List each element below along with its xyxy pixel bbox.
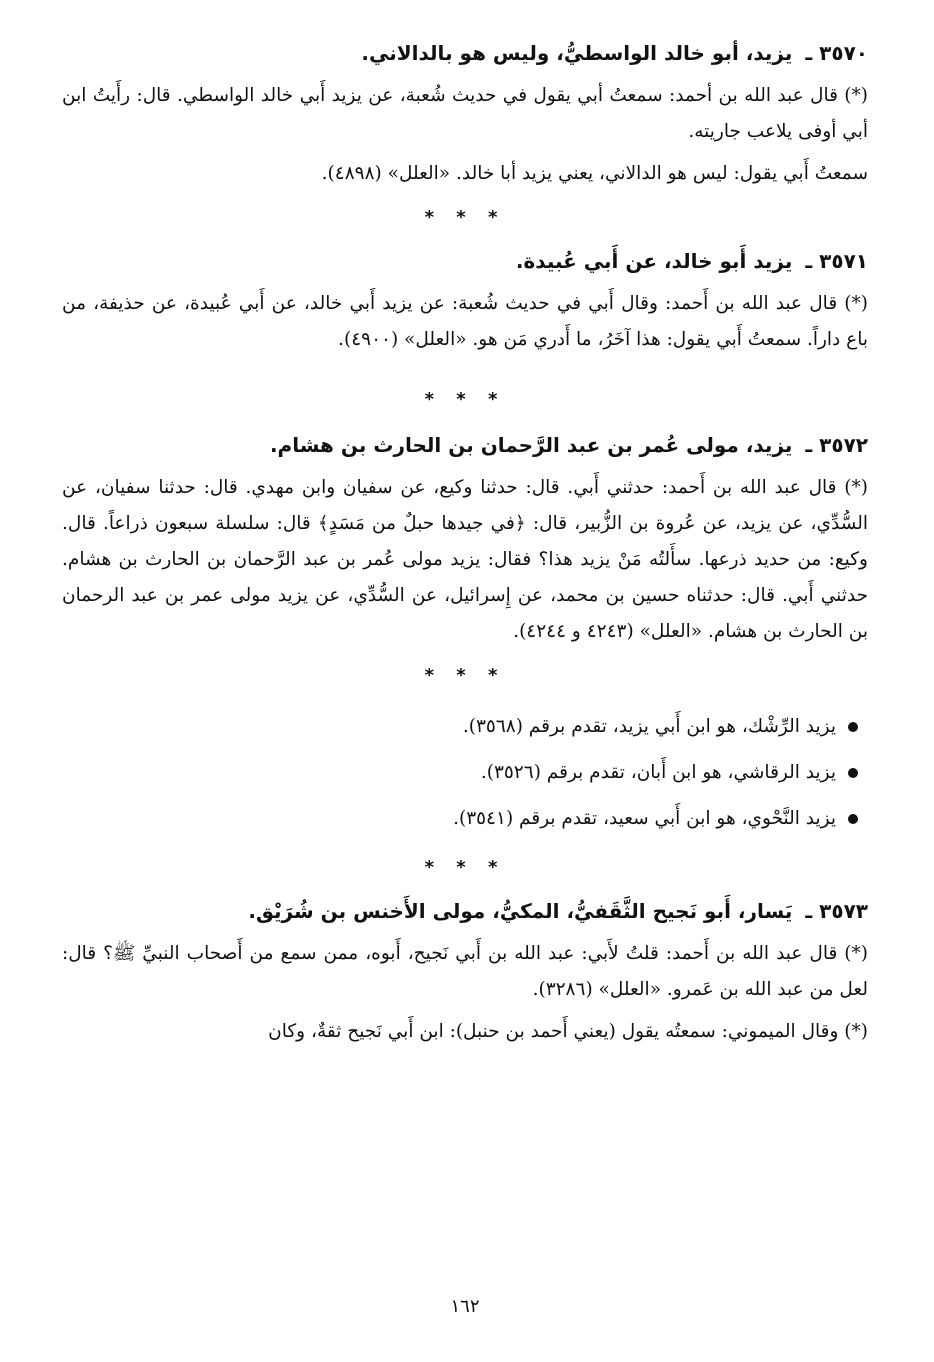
entry-number: ٣٥٧٢ ـ xyxy=(805,433,868,457)
bullet-icon xyxy=(848,722,858,732)
entry-paragraph: (*) قال عبد الله بن أَحمد: حدثني أَبي. قال: حدثنا وكيع، عن سفيان وابن مهدي. قال: حدثنا سفيان، عن السُّدِّي، عن يزيد، عن عُروة بن الزُّبير، قال: ﴿في جيدها حبلٌ من مَسَدٍ﴾ قال: سلسلة سبعون ذراعاً. قال. وكيع: من حديد ذرعها. سأَلتُه مَنْ يزيد هذا؟ فقال: يزيد مولى عُمر بن عبد الرَّحمان بن الحارث بن هشام. حدثني أَبي. قال: حدثناه حسين بن محمد، عن إِسرائيل، عن السُّدِّي، عن يزيد مولى عمر بن عبد الرحمان بن الحارث بن هشام. «العلل» (٤٢٤٣ و ٤٢٤٤). xyxy=(62,477,868,642)
section-separator: * * * xyxy=(424,665,506,686)
book-page xyxy=(62,38,868,1338)
cross-reference-text: يزيد الرقاشي، هو ابن أَبان، تقدم برقم (٣٥٢٦). xyxy=(480,762,836,783)
entry-heading: يزيد أَبو خالد، عن أَبي عُبيدة. xyxy=(515,249,793,273)
entry-heading: يَسار، أَبو نَجيح الثَّقَفيُّ، المكيُّ، مولى الأَخنس بن شُرَيْق. xyxy=(248,899,793,923)
bullet-icon xyxy=(848,768,858,778)
entry-title xyxy=(62,896,868,926)
cross-reference-text: يزيد النَّحْوي، هو ابن أَبي سعيد، تقدم برقم (٣٥٤١). xyxy=(453,808,836,829)
entry-paragraph: سمعتُ أَبي يقول: ليس هو الدالاني، يعني يزيد أبا خالد. «العلل» (٤٨٩٨). xyxy=(321,163,868,184)
entry-paragraph: (*) قال عبد الله بن أَحمد: وقال أَبي في حديث شُعبة: عن يزيد أَبي خالد، عن أَبي عُبيدة، عن حذيفة، من باع داراً. سمعتُ أَبي يقول: هذا آخَرُ، ما أَدري مَن هو. «العلل» (٤٩٠٠). xyxy=(62,293,868,350)
entry-title xyxy=(62,246,868,276)
cross-reference-item xyxy=(62,796,858,842)
entry-title xyxy=(62,38,868,68)
page-number: ١٦٢ xyxy=(450,1296,480,1317)
entry-paragraph: (*) قال عبد الله بن أحمد: سمعتُ أبي يقول في حديث شُعبة، عن يزيد أَبي خالد الواسطي. قال: رأَيتُ ابن أبي أوفى يلاعب جاريته. xyxy=(62,85,868,142)
section-separator: * * * xyxy=(424,207,506,228)
entry-number: ٣٥٧٠ ـ xyxy=(805,41,868,65)
entry-heading: يزيد، مولى عُمر بن عبد الرَّحمان بن الحارث بن هشام. xyxy=(269,433,793,457)
entry-number: ٣٥٧١ ـ xyxy=(805,249,868,273)
cross-reference-text: يزيد الرِّشْك، هو ابن أَبي يزيد، تقدم برقم (٣٥٦٨). xyxy=(462,716,836,737)
entry-title xyxy=(62,430,868,460)
entry-heading: يزيد، أبو خالد الواسطيُّ، وليس هو بالدالاني. xyxy=(361,41,793,65)
cross-reference-item xyxy=(62,750,858,796)
section-separator: * * * xyxy=(424,857,506,878)
cross-reference-list xyxy=(62,704,868,842)
entry-paragraph: (*) قال عبد الله بن أَحمد: قلتُ لأَبي: عبد الله بن أَبي نَجيح، أَبوه، ممن سمع من أَصحاب النبيِّ ﷺ؟ قال: لعل من عبد الله بن عَمرو. «العلل» (٣٢٨٦). xyxy=(62,943,868,1000)
section-separator: * * * xyxy=(424,389,506,410)
cross-reference-item xyxy=(62,704,858,750)
bullet-icon xyxy=(848,814,858,824)
entry-paragraph: (*) وقال الميموني: سمعتُه يقول (يعني أَحمد بن حنبل): ابن أَبي نَجيح ثقةٌ، وكان xyxy=(268,1021,868,1042)
entry-number: ٣٥٧٣ ـ xyxy=(805,899,868,923)
